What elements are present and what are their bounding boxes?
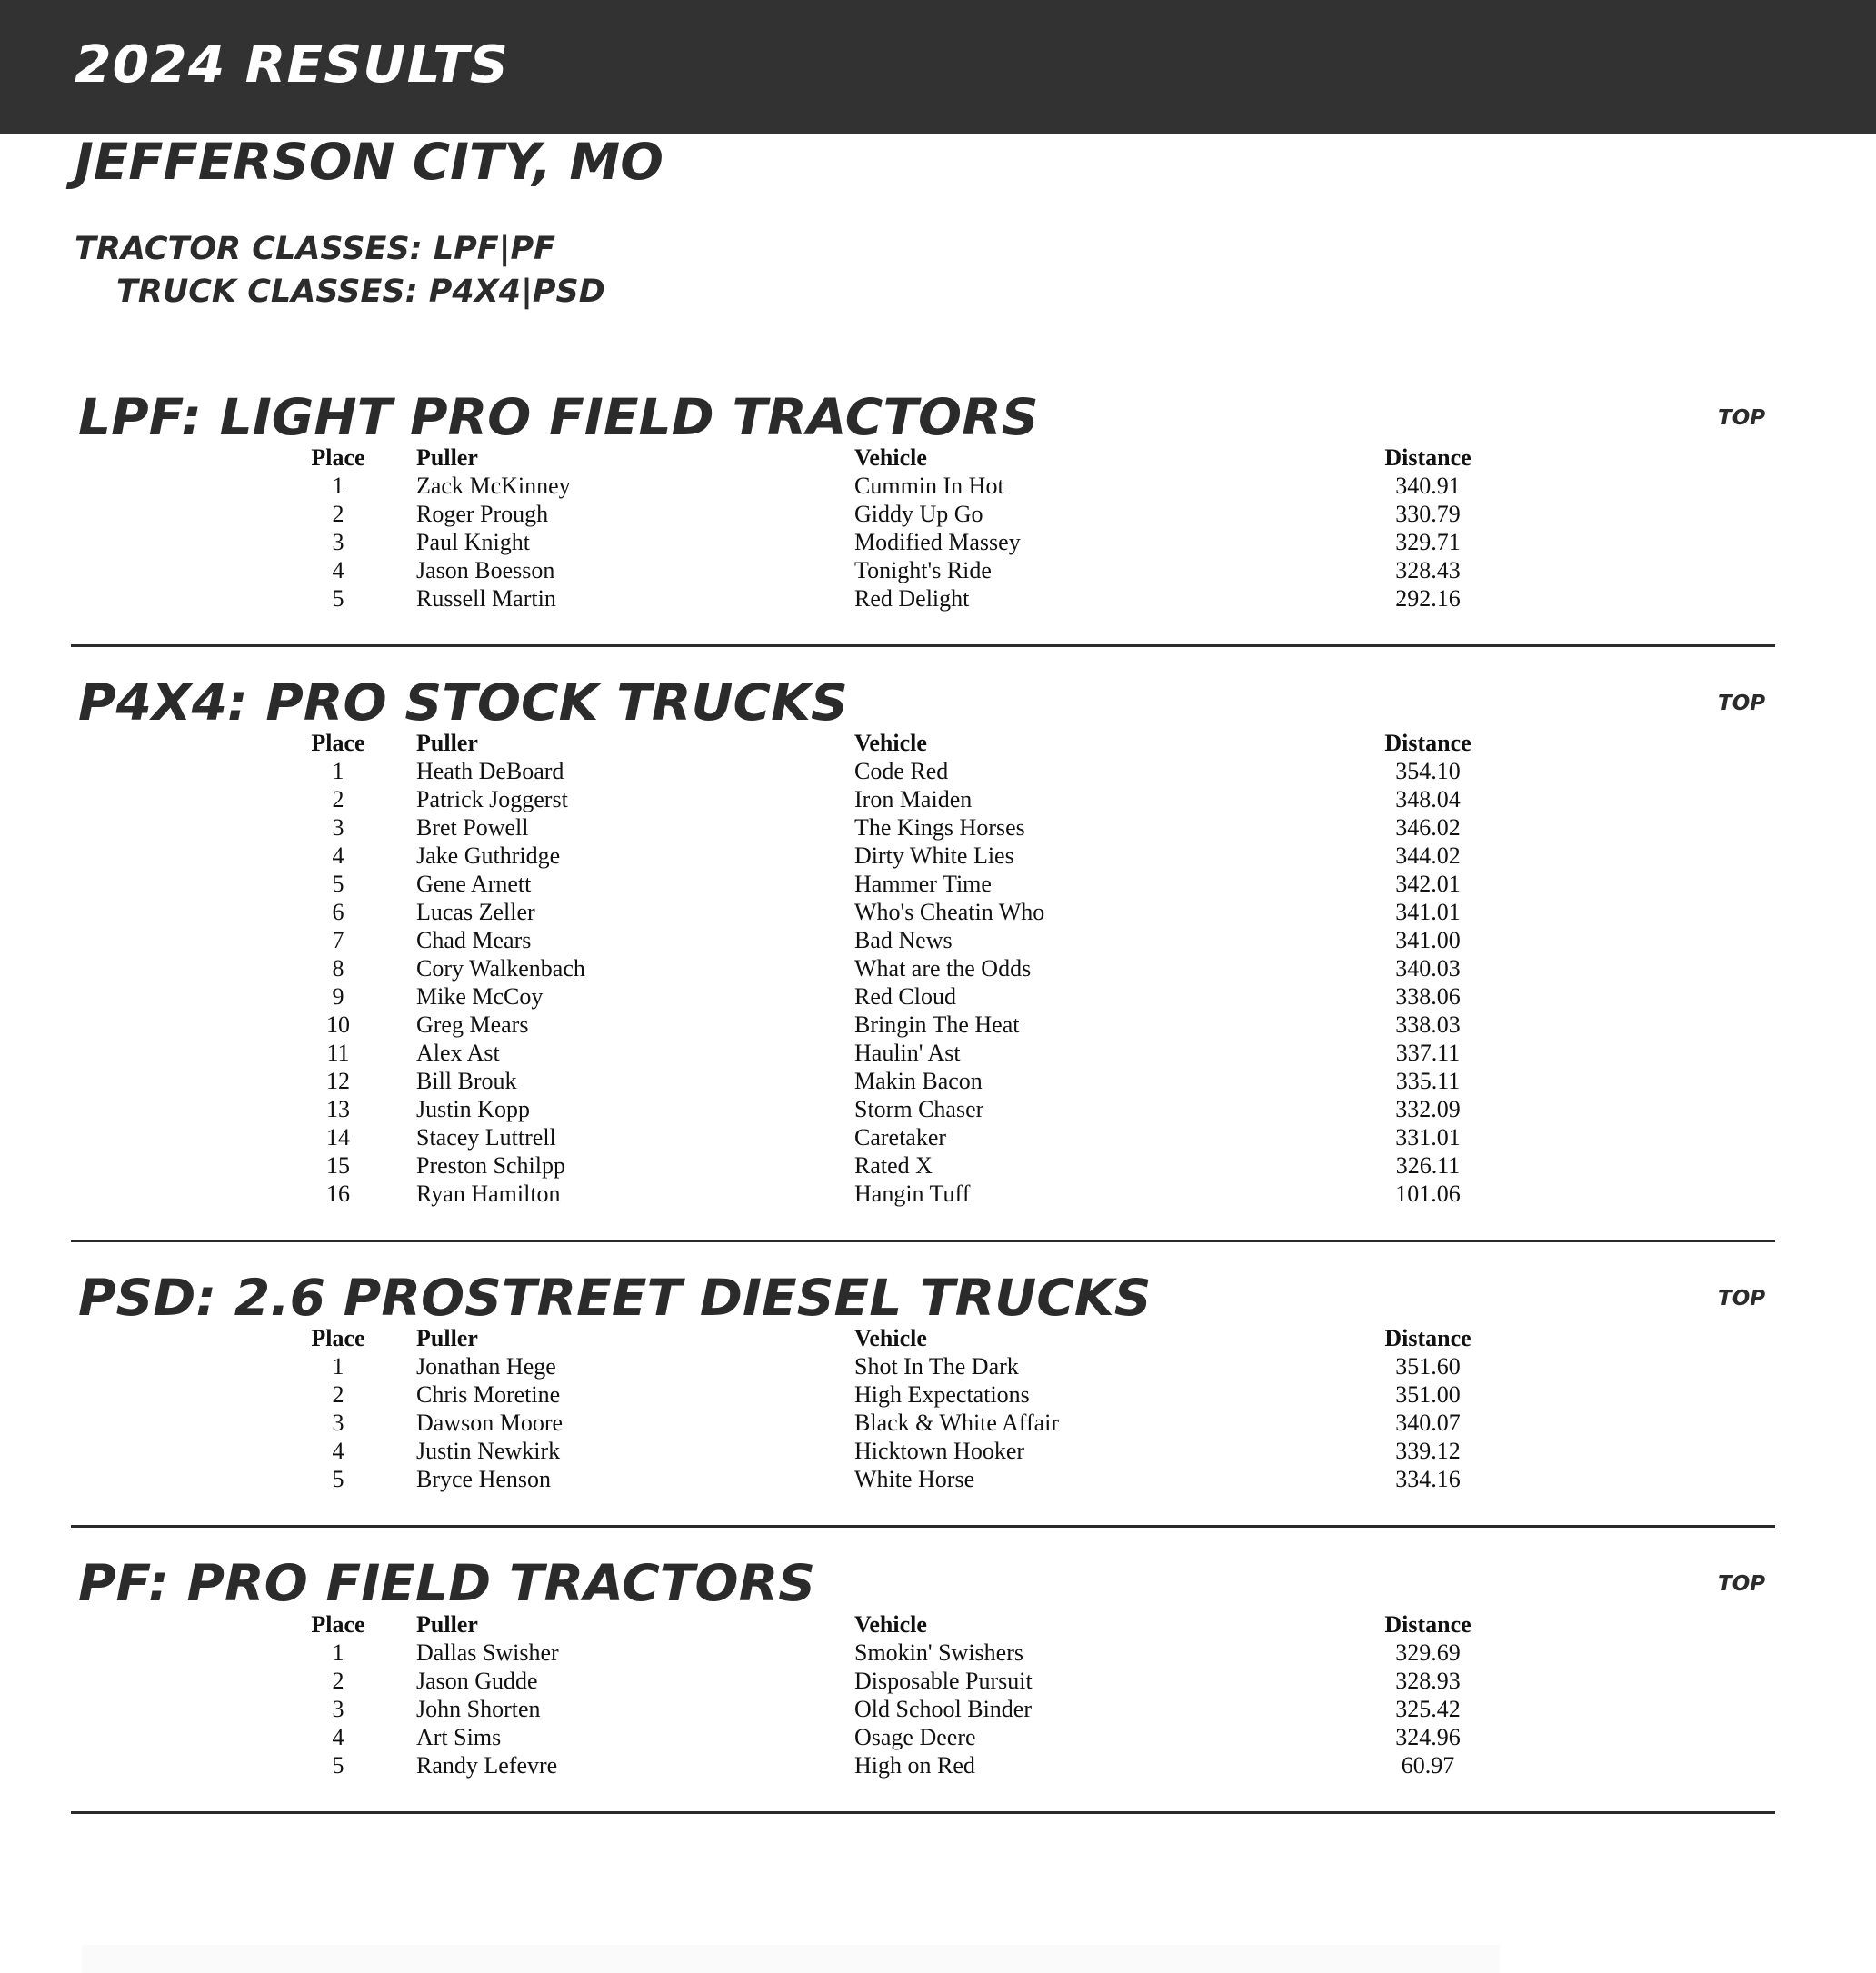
table-row [293, 954, 1487, 982]
cell-vehicle: High on Red [854, 1752, 975, 1779]
cell-place: 2 [332, 501, 344, 527]
table-header-row [293, 443, 1487, 472]
results-table-lpf [293, 443, 1487, 613]
cell-puller: John Shorten [416, 1696, 541, 1722]
cell-puller: Chad Mears [416, 927, 532, 953]
cell-distance: 341.00 [1395, 927, 1461, 953]
cell-place: 9 [332, 983, 344, 1010]
results-table-p4x4 [293, 729, 1487, 1208]
table-row [293, 1639, 1487, 1667]
col-header-puller: Puller [416, 1611, 478, 1638]
cell-vehicle: Old School Binder [854, 1696, 1032, 1722]
section-title-lpf: LPF: LIGHT PRO FIELD TRACTORS [78, 388, 1039, 446]
table-body [293, 757, 1487, 1208]
table-header-row [293, 729, 1487, 757]
cell-place: 15 [326, 1152, 350, 1179]
cell-place: 10 [326, 1011, 350, 1038]
cell-distance: 330.79 [1395, 501, 1461, 527]
cell-puller: Roger Prough [416, 501, 549, 527]
col-header-vehicle: Vehicle [854, 1611, 927, 1638]
col-header-vehicle: Vehicle [854, 1325, 927, 1351]
cell-place: 3 [332, 1696, 344, 1722]
cell-puller: Bret Powell [416, 814, 529, 841]
col-header-vehicle: Vehicle [854, 730, 927, 756]
cell-place: 5 [332, 1752, 344, 1779]
cell-puller: Mike McCoy [416, 983, 544, 1010]
cell-distance: 341.01 [1395, 899, 1461, 925]
cell-distance: 354.10 [1395, 758, 1461, 784]
cell-distance: 351.60 [1395, 1353, 1461, 1380]
cell-place: 7 [332, 927, 344, 953]
cell-vehicle: What are the Odds [854, 955, 1032, 982]
cell-vehicle: Who's Cheatin Who [854, 899, 1045, 925]
cell-distance: 342.01 [1395, 871, 1461, 897]
table-row [293, 785, 1487, 813]
cell-puller: Alex Ast [416, 1040, 500, 1066]
col-header-place: Place [311, 444, 365, 471]
table-row [293, 1095, 1487, 1123]
cell-puller: Dawson Moore [416, 1410, 564, 1436]
section-title-pf: PF: PRO FIELD TRACTORS [78, 1554, 816, 1612]
cell-distance: 351.00 [1395, 1381, 1461, 1408]
table-row [293, 813, 1487, 842]
cell-place: 11 [326, 1040, 350, 1066]
cell-distance: 346.02 [1395, 814, 1461, 841]
table-header-row [293, 1324, 1487, 1352]
table-row [293, 1437, 1487, 1465]
cell-distance: 338.06 [1395, 983, 1461, 1010]
cell-puller: Lucas Zeller [416, 899, 535, 925]
cell-puller: Patrick Joggerst [416, 786, 568, 812]
cell-puller: Jake Guthridge [416, 842, 561, 869]
table-row [293, 1667, 1487, 1695]
cell-place: 1 [332, 1353, 344, 1380]
col-header-vehicle: Vehicle [854, 444, 927, 471]
cell-distance: 335.11 [1395, 1068, 1461, 1094]
cell-place: 3 [332, 1410, 344, 1436]
cell-vehicle: Hangin Tuff [854, 1181, 971, 1207]
cell-place: 4 [332, 1724, 344, 1750]
col-header-puller: Puller [416, 444, 478, 471]
location-title: JEFFERSON CITY, MO [75, 133, 664, 191]
cell-vehicle: White Horse [854, 1466, 975, 1492]
table-row [293, 1123, 1487, 1151]
section-title-psd: PSD: 2.6 PROSTREET DIESEL TRUCKS [78, 1269, 1152, 1327]
results-table-psd [293, 1324, 1487, 1493]
cell-distance: 331.01 [1395, 1124, 1461, 1151]
cell-vehicle: Red Delight [854, 585, 970, 612]
cell-distance: 329.69 [1395, 1639, 1461, 1666]
top-link-pf[interactable]: TOP [1718, 1572, 1766, 1596]
cell-distance: 328.93 [1395, 1668, 1461, 1694]
cell-distance: 326.11 [1395, 1152, 1461, 1179]
section-divider [71, 644, 1775, 647]
footer-area [82, 1945, 1500, 1973]
cell-place: 16 [326, 1181, 350, 1207]
cell-puller: Bryce Henson [416, 1466, 552, 1492]
cell-vehicle: Disposable Pursuit [854, 1668, 1033, 1694]
cell-vehicle: Bringin The Heat [854, 1011, 1020, 1038]
cell-place: 6 [332, 899, 344, 925]
cell-vehicle: High Expectations [854, 1381, 1030, 1408]
cell-vehicle: Bad News [854, 927, 953, 953]
cell-puller: Paul Knight [416, 529, 530, 555]
cell-distance: 340.91 [1395, 473, 1461, 499]
cell-place: 5 [332, 585, 344, 612]
cell-distance: 338.03 [1395, 1011, 1461, 1038]
cell-distance: 292.16 [1395, 585, 1461, 612]
cell-place: 3 [332, 814, 344, 841]
table-row [293, 1409, 1487, 1437]
tractor-classes: TRACTOR CLASSES: LPF|PF [75, 231, 556, 267]
table-row [293, 1067, 1487, 1095]
table-row [293, 500, 1487, 528]
col-header-distance: Distance [1384, 444, 1472, 471]
table-row [293, 842, 1487, 870]
col-header-place: Place [311, 1325, 365, 1351]
top-link-psd[interactable]: TOP [1718, 1287, 1766, 1310]
top-link-p4x4[interactable]: TOP [1718, 692, 1766, 715]
cell-place: 5 [332, 871, 344, 897]
cell-puller: Ryan Hamilton [416, 1181, 561, 1207]
cell-puller: Jason Gudde [416, 1668, 538, 1694]
cell-vehicle: Caretaker [854, 1124, 947, 1151]
cell-place: 2 [332, 1668, 344, 1694]
cell-puller: Preston Schilpp [416, 1152, 565, 1179]
cell-vehicle: The Kings Horses [854, 814, 1025, 841]
cell-place: 1 [332, 1639, 344, 1666]
col-header-puller: Puller [416, 1325, 478, 1351]
cell-place: 13 [326, 1096, 350, 1122]
table-row [293, 1465, 1487, 1493]
cell-vehicle: Haulin' Ast [854, 1040, 961, 1066]
cell-vehicle: Storm Chaser [854, 1096, 984, 1122]
cell-vehicle: Osage Deere [854, 1724, 976, 1750]
section-divider [71, 1240, 1775, 1242]
cell-vehicle: Black & White Affair [854, 1410, 1060, 1436]
results-table-pf [293, 1610, 1487, 1779]
table-row [293, 556, 1487, 584]
cell-puller: Jonathan Hege [416, 1353, 556, 1380]
col-header-place: Place [311, 730, 365, 756]
cell-distance: 332.09 [1395, 1096, 1461, 1122]
section-divider [71, 1811, 1775, 1814]
top-link-lpf[interactable]: TOP [1718, 406, 1766, 430]
cell-vehicle: Hicktown Hooker [854, 1438, 1025, 1464]
cell-vehicle: Tonight's Ride [854, 557, 992, 583]
cell-distance: 60.97 [1401, 1752, 1455, 1779]
cell-puller: Jason Boesson [416, 557, 555, 583]
table-row [293, 1723, 1487, 1751]
cell-place: 2 [332, 1381, 344, 1408]
cell-place: 14 [326, 1124, 350, 1151]
cell-distance: 340.07 [1395, 1410, 1461, 1436]
cell-place: 4 [332, 557, 344, 583]
table-header-row [293, 1610, 1487, 1639]
table-body [293, 1639, 1487, 1779]
table-row [293, 1380, 1487, 1409]
cell-distance: 339.12 [1395, 1438, 1461, 1464]
cell-place: 3 [332, 529, 344, 555]
cell-vehicle: Rated X [854, 1152, 933, 1179]
table-body [293, 472, 1487, 613]
table-row [293, 926, 1487, 954]
cell-puller: Stacey Luttrell [416, 1124, 556, 1151]
col-header-distance: Distance [1384, 730, 1472, 756]
cell-puller: Justin Newkirk [416, 1438, 561, 1464]
table-row [293, 1352, 1487, 1380]
cell-vehicle: Giddy Up Go [854, 501, 983, 527]
section-divider [71, 1525, 1775, 1528]
table-row [293, 870, 1487, 898]
cell-distance: 334.16 [1395, 1466, 1461, 1492]
cell-place: 1 [332, 758, 344, 784]
cell-puller: Bill Brouk [416, 1068, 517, 1094]
cell-distance: 324.96 [1395, 1724, 1461, 1750]
cell-vehicle: Shot In The Dark [854, 1353, 1019, 1380]
table-row [293, 1011, 1487, 1039]
table-row [293, 584, 1487, 613]
cell-puller: Justin Kopp [416, 1096, 530, 1122]
cell-puller: Russell Martin [416, 585, 556, 612]
cell-vehicle: Red Cloud [854, 983, 956, 1010]
section-title-p4x4: P4X4: PRO STOCK TRUCKS [78, 673, 848, 732]
cell-place: 4 [332, 1438, 344, 1464]
table-row [293, 1151, 1487, 1180]
cell-vehicle: Code Red [854, 758, 949, 784]
cell-distance: 340.03 [1395, 955, 1461, 982]
cell-distance: 344.02 [1395, 842, 1461, 869]
table-row [293, 982, 1487, 1011]
cell-distance: 348.04 [1395, 786, 1461, 812]
header-bar [0, 0, 1876, 134]
cell-place: 12 [326, 1068, 350, 1094]
cell-puller: Heath DeBoard [416, 758, 564, 784]
cell-place: 8 [332, 955, 344, 982]
table-row [293, 757, 1487, 785]
cell-vehicle: Makin Bacon [854, 1068, 983, 1094]
col-header-puller: Puller [416, 730, 478, 756]
table-row [293, 1180, 1487, 1208]
cell-place: 1 [332, 473, 344, 499]
cell-vehicle: Cummin In Hot [854, 473, 1004, 499]
cell-vehicle: Smokin' Swishers [854, 1639, 1023, 1666]
table-row [293, 1695, 1487, 1723]
cell-puller: Dallas Swisher [416, 1639, 559, 1666]
col-header-distance: Distance [1384, 1325, 1472, 1351]
truck-classes: TRUCK CLASSES: P4X4|PSD [116, 274, 605, 310]
cell-place: 5 [332, 1466, 344, 1492]
cell-vehicle: Hammer Time [854, 871, 992, 897]
cell-place: 4 [332, 842, 344, 869]
table-body [293, 1352, 1487, 1493]
cell-puller: Chris Moretine [416, 1381, 561, 1408]
cell-puller: Greg Mears [416, 1011, 529, 1038]
cell-puller: Cory Walkenbach [416, 955, 585, 982]
page-title: 2024 RESULTS [75, 35, 509, 95]
col-header-distance: Distance [1384, 1611, 1472, 1638]
cell-puller: Zack McKinney [416, 473, 571, 499]
cell-distance: 328.43 [1395, 557, 1461, 583]
cell-distance: 325.42 [1395, 1696, 1461, 1722]
cell-place: 2 [332, 786, 344, 812]
table-row [293, 1751, 1487, 1779]
table-row [293, 898, 1487, 926]
cell-vehicle: Iron Maiden [854, 786, 973, 812]
cell-distance: 101.06 [1395, 1181, 1461, 1207]
cell-distance: 337.11 [1395, 1040, 1461, 1066]
table-row [293, 1039, 1487, 1067]
cell-puller: Randy Lefevre [416, 1752, 558, 1779]
cell-vehicle: Dirty White Lies [854, 842, 1014, 869]
cell-distance: 329.71 [1395, 529, 1461, 555]
cell-puller: Art Sims [416, 1724, 502, 1750]
col-header-place: Place [311, 1611, 365, 1638]
cell-puller: Gene Arnett [416, 871, 532, 897]
table-row [293, 528, 1487, 556]
cell-vehicle: Modified Massey [854, 529, 1021, 555]
table-row [293, 472, 1487, 500]
